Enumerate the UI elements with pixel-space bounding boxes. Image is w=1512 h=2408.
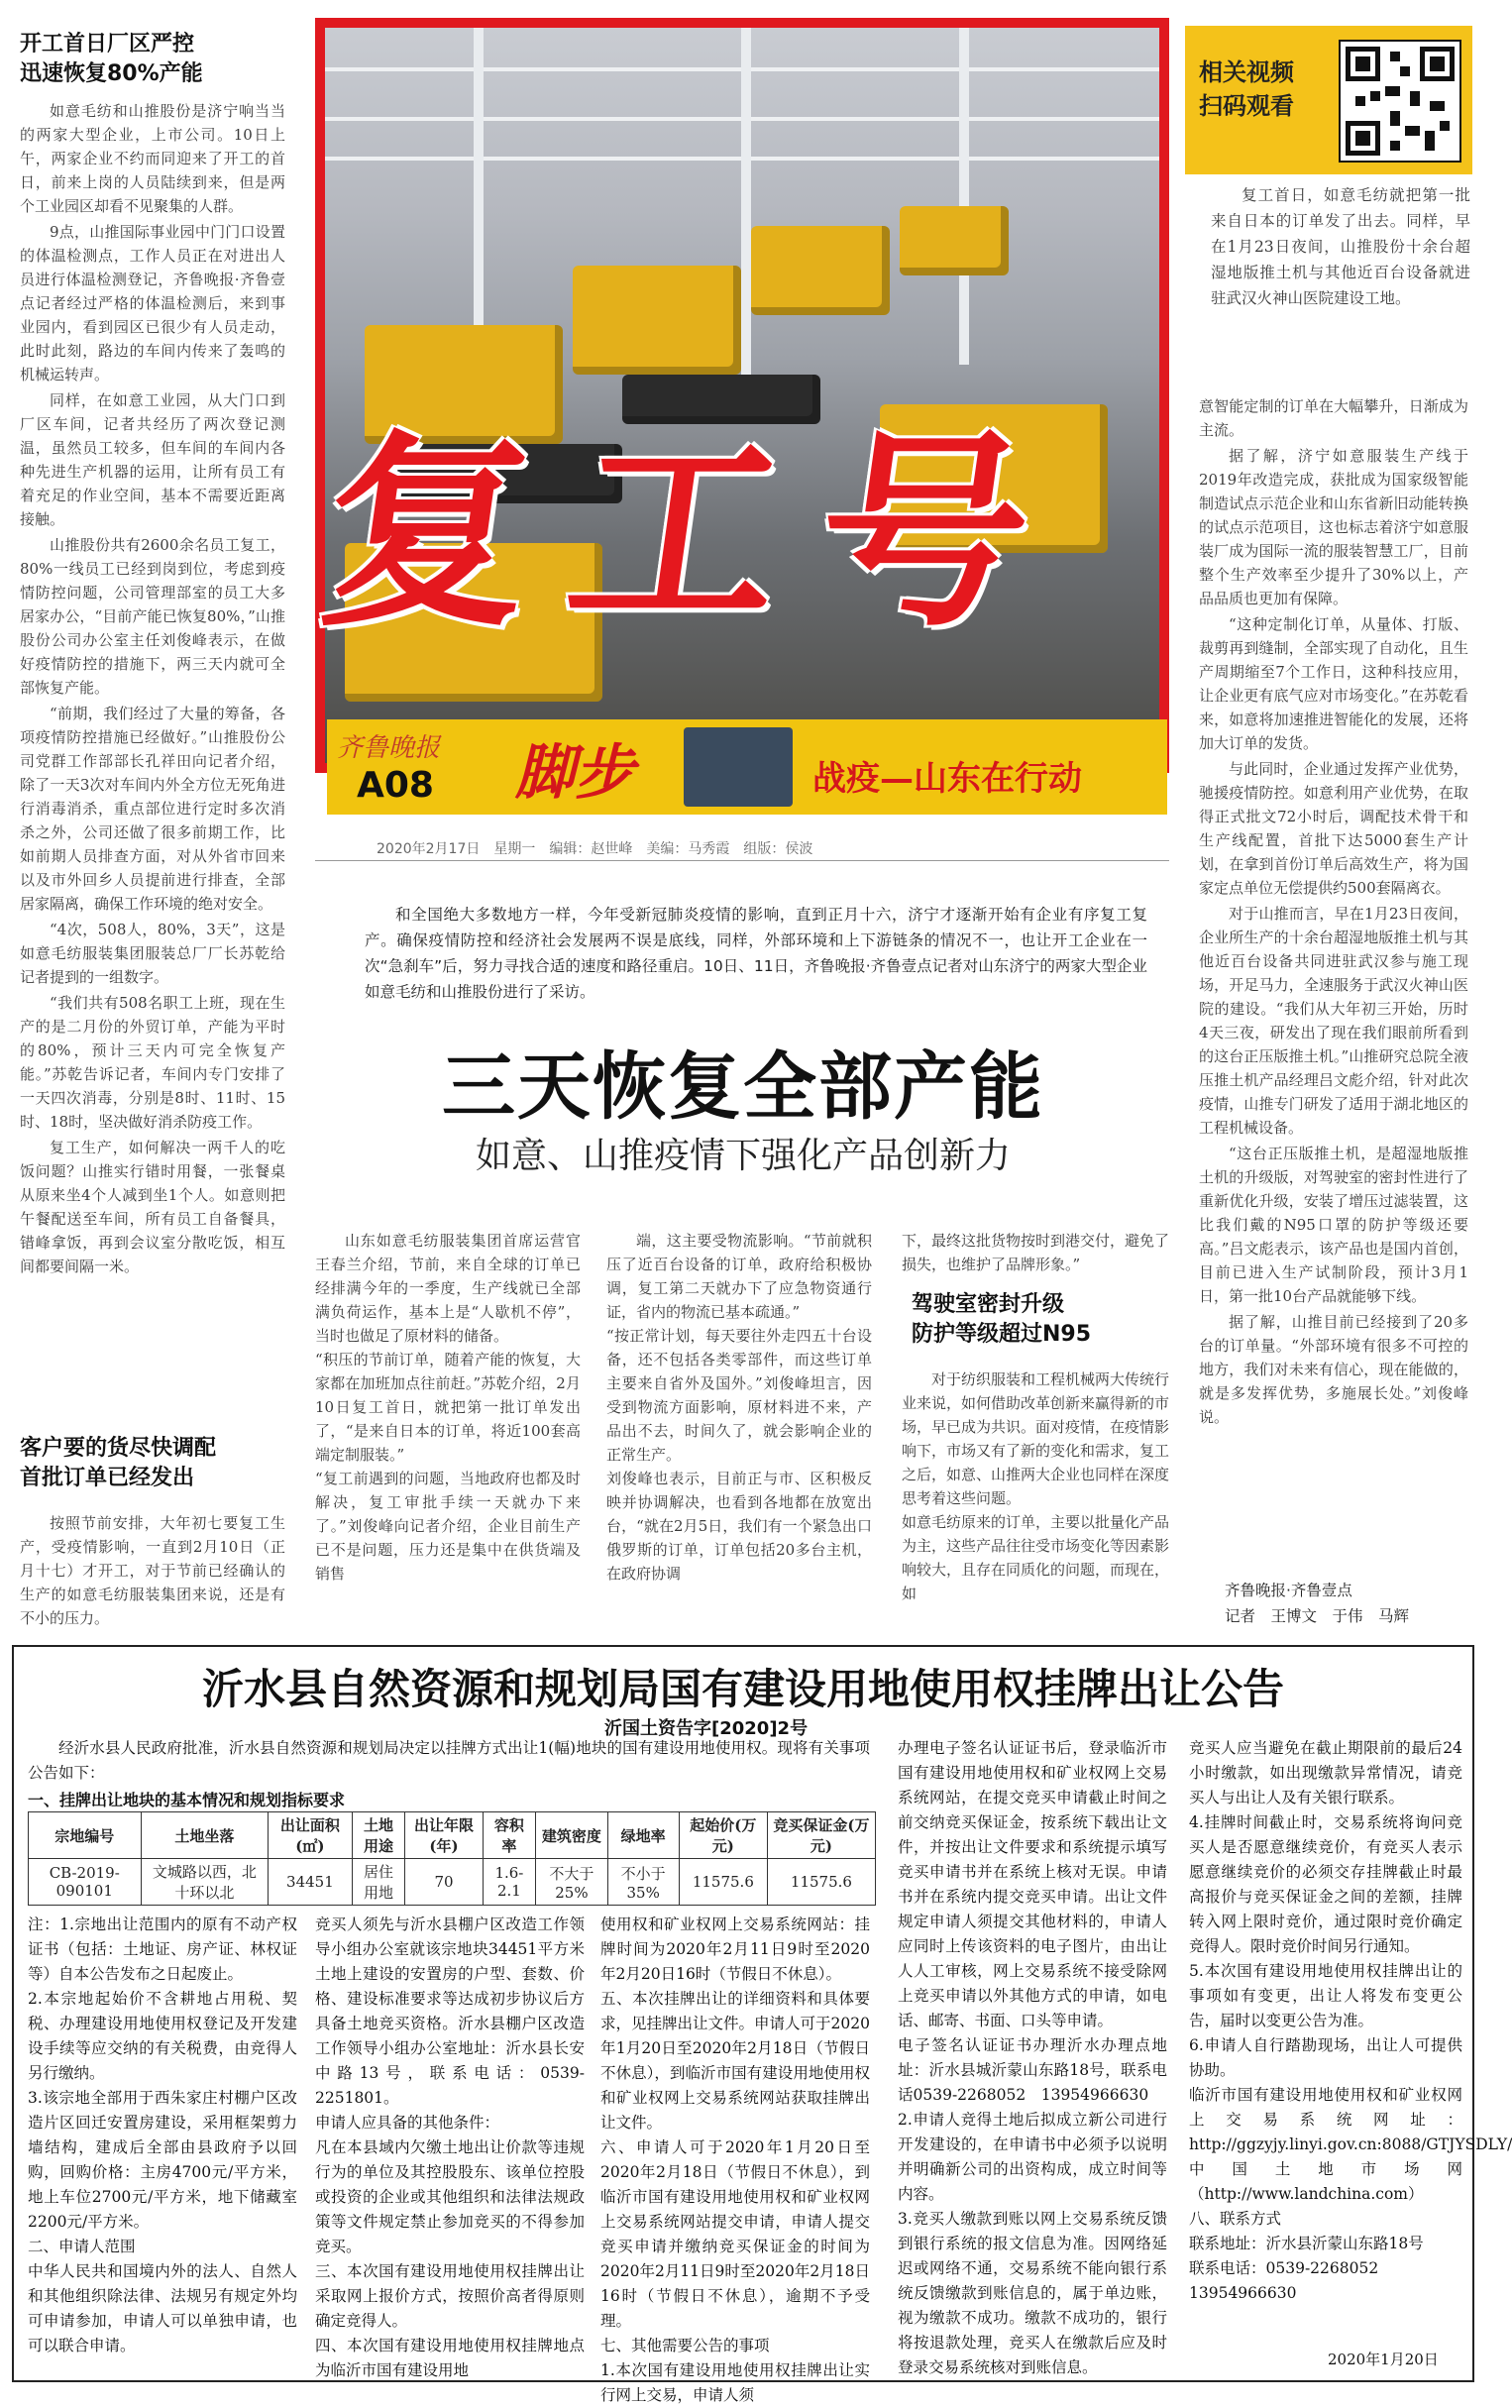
right-article-column xyxy=(1199,394,1468,1576)
table-header: 出让年限(年) xyxy=(405,1812,483,1859)
notice-column-2: 竞买人须先与沂水县棚户区改造工作领导小组办公室就该宗地块34451平方米土地上建设的安置房的户型、套数、价格、建设标准要求等达成初步协议后方具备土地竞买资格。沂水县棚户区改造工作领导小组办公室地址：沂水县长安中路13号，联系电话：0539-2251801。 申请人应具备的其他条件： 凡在本县域内欠缴土地出让价款等违规行为的单位及其控股股东、该单位控股或投资的企业或其他组织和法律法规政策等文件规定禁止参加竞买的不得参加竞买。 三、本次国有建设用地使用权挂牌出让采取网上报价方式，按照价高者得原则确定竞得人。 四、本次国有建设用地使用权挂牌地点为临沂市国有建设用地 xyxy=(315,1915,585,2379)
paragraph: 复工生产，如何解决一两千人的吃饭问题？山推实行错时用餐，一张餐桌从原来坐4个人减到坐1个人。如意则把午餐配送至车间，所有员工自备餐具，错峰拿饭，再到会议室分散吃饭，相互间都要间隔一米。 xyxy=(20,1139,285,1275)
notice-column-4: 办理电子签名认证证书后，登录临沂市国有建设用地使用权和矿业权网上交易系统网站，在提交竞买申请截止时间之前交纳竞买保证金，按系统下载出让文件，并按出让文件要求和系统提示填写竞买申请书并在系统上核对无误。申请书并在系统内提交竞买申请。出让文件规定申请人须提交其他材料的，申请人应同时上传该资料的电子图片，由出让人人工审核，网上交易系统不接受除网上竞买申请以外其他方式的申请，如电话、邮寄、书面、口头等申请。 电子签名认证证书办理沂水办理点地址：沂水县城沂蒙山东路18号，联系电话0539-2268052 13954966630 2.申请人竞得土地后拟成立新公司进行开发建设的，在申请书中必须予以说明并明确新公司的出资构成，成立时间等内容。 3.竞买人缴款到账以网上交易系统反馈到银行系统的报文信息为准。因网络延迟或网络不通，交易系统不能向银行系统反馈缴款到账信息的，属于单边账，视为缴款不成功。缴款不成功的，银行将按退款处理，竞买人在缴款后应及时登录交易系统核对到账信息。 xyxy=(898,1739,1167,2376)
table-header-row xyxy=(29,1812,876,1859)
notice-doc-number: 沂国土资告字[2020]2号 xyxy=(604,1718,809,1739)
page-banner xyxy=(327,719,1167,815)
table-header: 土地用途 xyxy=(352,1812,405,1859)
table-header: 竞买保证金(万元) xyxy=(767,1812,875,1859)
notice-section-1: 一、挂牌出让地块的基本情况和规划指标要求 xyxy=(28,1791,346,1809)
notice-title: 沂水县自然资源和规划局国有建设用地使用权挂牌出让公告 xyxy=(201,1665,1284,1713)
table-header: 建筑密度 xyxy=(536,1812,607,1859)
table-cell: 11575.6 xyxy=(767,1859,875,1906)
paragraph: “4次，508人，80%，3天”，这是如意毛纺服装集团服装总厂厂长苏乾给记者提到的一组数字。 xyxy=(20,921,285,986)
doctor-photo xyxy=(684,727,793,807)
main-title: 三天恢复全部产能 xyxy=(442,1044,1044,1130)
mid-column-3-top: 下，最终这批货物按时到港交付，避免了损失，也维护了品牌形象。” xyxy=(902,1232,1170,1273)
paragraph: 同样，在如意工业园，从大门口到厂区车间，记者共经历了两次登记测温，虽然员工较多，但车间的车间内各种先进生产机器的运用，让所有员工有着充足的作业空间，基本不需要近距离接触。 xyxy=(20,391,285,528)
notice-intro: 经沂水县人民政府批准，沂水县自然资源和规划局决定以挂牌方式出让1(幅)地块的国有建设用地使用权。现将有关事项公告如下： xyxy=(28,1739,870,1782)
paragraph: 据了解，济宁如意服装生产线于2019年改造完成，获批成为国家级智能制造试点示范企业和山东省新旧动能转换的试点示范项目，这也标志着济宁如意服装厂成为国际一流的服装智慧工厂，目前整个生产效率至少提升了30%以上，产品品质也更加有保障。 xyxy=(1199,447,1468,607)
qr-code-icon[interactable] xyxy=(1339,40,1461,163)
table-cell: 34451 xyxy=(269,1859,352,1906)
paragraph: “这种定制化订单，从量体、打版、裁剪再到缝制，全部实现了自动化，且生产周期缩至7个工作日，这种科技应用，让企业更有底气应对市场变化。”在苏乾看来，如意将加速推进智能化的发展，还将加大订单的发货。 xyxy=(1199,615,1468,752)
paragraph: 据了解，山推目前已经接到了20多台的订单量。“外部环境有很多不可控的地方，我们对未来有信心，现在能做的，就是多发挥优势，多施展长处。”刘俊峰说。 xyxy=(1199,1313,1468,1426)
land-parcel-table xyxy=(28,1811,876,1906)
left-headline-2: 客户要的货尽快调配 首批订单已经发出 xyxy=(20,1436,217,1490)
mid-column-1: 山东如意毛纺服装集团首席运营官王春兰介绍，节前，来自全球的订单已经排满今年的一季度，生产线就已全部满负荷运作，基本上是“人歇机不停”，当时也做足了原材料的储备。 “积压的节前订单，随着产能的恢复，大家都在加班加点往前赶。”苏乾介绍，2月10日复工首日，就把第一批订单发出了，“是来自日本的订单，将近100套高端定制服装。” “复工前遇到的问题，当地政府也都及时解决，复工审批手续一天就办下来了。”刘俊峰向记者介绍，企业目前生产已不是问题，压力还是集中在供货端及销售 xyxy=(315,1232,581,1583)
table-header: 宗地编号 xyxy=(29,1812,142,1859)
table-cell: 文城路以西，北十环以北 xyxy=(141,1859,269,1906)
table-header: 起始价(万元) xyxy=(679,1812,767,1859)
table-cell: CB-2019-090101 xyxy=(29,1859,142,1906)
table-cell: 不大于25% xyxy=(536,1859,607,1906)
table-cell: 1.6-2.1 xyxy=(483,1859,536,1906)
paragraph: 按照节前安排，大年初七要复工生产，受疫情影响，一直到2月10日（正月十七）才开工，对于节前已经确认的生产的如意毛纺服装集团来说，还是有不小的压力。 xyxy=(20,1514,285,1627)
paragraph: “前期，我们经过了大量的筹备，各项疫情防控措施已经做好。”山推股份公司党群工作部部长孔祥田向记者介绍，除了一天3次对车间内外全方位无死角进行消毒消杀，重点部位进行定时多次消杀之外，公司还做了很多前期工作，比如前期人员排查方面，对从外省市回来以及市外回乡人员提前进行排查，全部居家隔离，确保工作环境的绝对安全。 xyxy=(20,705,285,913)
byline: 齐鲁晚报·齐鲁壹点 记者 王博文 于伟 马辉 xyxy=(1225,1582,1410,1625)
page-number: A08 xyxy=(357,765,434,806)
table-cell: 不小于35% xyxy=(607,1859,679,1906)
paragraph: 意智能定制的订单在大幅攀升，日渐成为主流。 xyxy=(1199,397,1468,439)
paragraph: 9点，山推国际事业园中门门口设置的体温检测点，工作人员正在对进出人员进行体温检测登记，齐鲁晚报·齐鲁壹点记者经过严格的体温检测后，来到事业园内，看到园区已很少有人员走动，此时此刻，路边的车间内传来了轰鸣的机械运转声。 xyxy=(20,223,285,383)
mid-column-3-bottom: 对于纺织服装和工程机械两大传统行业来说，如何借助改革创新来赢得新的市场，早已成为共识。面对疫情，在疫情影响下，市场又有了新的变化和需求，复工之后，如意、山推两大企业也同样在深度思考着这些问题。 如意毛纺原来的订单，主要以批量化产品为主，这些产品往往受市场变化等因素影响较大，且存在同质化的问题，而现在，如 xyxy=(902,1370,1170,1602)
paragraph: “我们共有508名职工上班，现在生产的是二月份的外贸订单，产能为平时的80%，预计三天内可完全恢复产能。”苏乾告诉记者，车间内专门安排了一天四次消毒，分别是8时、11时、15时、18时，坚决做好消杀防疫工作。 xyxy=(20,994,285,1131)
table-cell: 11575.6 xyxy=(679,1859,767,1906)
mid-column-2: 端，这主要受物流影响。“节前就积压了近百台设备的订单，政府给积极协调，复工第二天就办下了应急物资通行证，省内的物流已基本疏通。” “按正常计划，每天要往外走四五十台设备，还不包括各类零部件，而这些订单主要来自省外及国外。”刘俊峰坦言，因受到物流方面影响，原材料进不来，产品出不去，时间久了，就会影响企业的正常生产。 刘俊峰也表示，目前正与市、区积极反映并协调解决，也看到各地都在放宽出台，“就在2月5日，我们有一个紧急出口俄罗斯的订单，订单包括20多台主机，在政府协调 xyxy=(606,1232,872,1583)
edition-line: 2020年2月17日 星期一 编辑：赵世峰 美编：马秀霞 组版：侯波 xyxy=(377,841,813,857)
left-article-column xyxy=(20,99,285,1432)
qr-label: 相关视频 扫码观看 xyxy=(1199,58,1294,120)
lead-paragraph: 和全国绝大多数地方一样，今年受新冠肺炎疫情的影响，直到正月十六，济宁才逐渐开始有企业有序复工复产。确保疫情防控和经济社会发展两不误是底线，同样，外部环境和上下游链条的情况不一，也让开工企业在一次“急刹车”后，努力寻找合适的速度和路径重启。10日、11日，齐鲁晚报·齐鲁壹点记者对山东济宁的两家大型企业如意毛纺和山推股份进行了采访。 xyxy=(365,906,1147,1001)
mid-subhead: 驾驶室密封升级 防护等级超过N95 xyxy=(912,1292,1092,1347)
table-header: 土地坐落 xyxy=(141,1812,269,1859)
paragraph: “这台正压版推土机，是超湿地版推土机的升级版，对驾驶室的密封性进行了重新优化升级，安装了增压过滤装置，这比我们戴的N95口罩的防护等级还要高。”吕文彪表示，该产品也是国内首创，目前已进入生产试制阶段，预计3月1日，第一批10台产品就能够下线。 xyxy=(1199,1145,1468,1305)
photo-caption xyxy=(1211,182,1470,351)
notice-column-5: 竞买人应当避免在截止期限前的最后24小时缴款，如出现缴款异常情况，请竞买人与出让人及有关银行联系。 4.挂牌时间截止时，交易系统将询问竞买人是否愿意继续竞价，有竞买人表示愿意继续竞价的必须交存挂牌截止时最高报价与竞买保证金之间的差额，挂牌转入网上限时竞价，通过限时竞价确定竞得人。限时竞价时间另行通知。 5.本次国有建设用地使用权挂牌出让的事项如有变更，出让人将发布变更公告，届时以变更公告为准。 6.申请人自行踏勘现场，出让人可提供协助。 临沂市国有建设用地使用权和矿业权网上交易系统网址：http://ggzyjy.linyi.gov.cn:8088/GTJYSDLY/ 中国土地市场网（http://www.landchina.com） 八、联系方式 联系地址：沂水县沂蒙山东路18号 联系电话：0539-2268052 13954966630 xyxy=(1189,1739,1512,2302)
paper-name: 齐鲁晚报 xyxy=(337,733,441,763)
table-cell: 70 xyxy=(405,1859,483,1906)
notice-date: 2020年1月20日 xyxy=(1328,2351,1439,2368)
big-title: 复工号 xyxy=(307,410,1086,655)
notice-column-1: 注：1.宗地出让范围内的原有不动产权证书（包括：土地证、房产证、林权证等）自本公告发布之日起废止。 2.本宗地起始价不含耕地占用税、契税、办理建设用地使用权登记及开发建设手续等应交纳的有关税费，由竞得人另行缴纳。 3.该宗地全部用于西朱家庄村棚户区改造片区回迁安置房建设，采用框架剪力墙结构，建成后全部由县政府予以回购，回购价格：主房4700元/平方米，地上车位2700元/平方米，地下储藏室2200元/平方米。 二、申请人范围 中华人民共和国境内外的法人、自然人和其他组织除法律、法规另有规定外均可申请参加，申请人可以单独申请，也可以联合申请。 xyxy=(28,1915,297,2354)
table-header: 绿地率 xyxy=(607,1812,679,1859)
caption-text: 复工首日，如意毛纺就把第一批来自日本的订单发了出去。同样，早在1月23日夜间，山推股份十余台超湿地版推土机与其他近百台设备就进驻武汉火神山医院建设工地。 xyxy=(1211,186,1470,307)
paragraph: 对于山推而言，早在1月23日夜间，企业所生产的十余台超湿地版推土机与其他近百台设备共同进驻武汉参与施工现场，开足马力，全速服务于武汉火神山医院的建设。“我们从大年初三开始，历时4天三夜，研发出了现在我们眼前所看到的这台正压版推土机。”山推研究总院全液压推土机产品经理吕文彪介绍，针对此次疫情，山推专门研发了适用于湖北地区的工程机械设备。 xyxy=(1199,905,1468,1137)
table-cell: 居住用地 xyxy=(352,1859,405,1906)
table-header: 出让面积(㎡) xyxy=(269,1812,352,1859)
paragraph: 山推股份共有2600余名员工复工，80%一线员工已经到岗到位，考虑到疫情防控问题，公司管理部室的员工大多居家办公，“目前产能已恢复80%，”山推股份公司办公室主任刘俊峰表示，在做好疫情防控的措施下，两三天内就可全部恢复产能。 xyxy=(20,536,285,697)
main-subtitle: 如意、山推疫情下强化产品创新力 xyxy=(475,1136,1011,1176)
notice-column-3: 使用权和矿业权网上交易系统网站：挂牌时间为2020年2月11日9时至2020年2月20日16时（节假日不休息）。 五、本次挂牌出让的详细资料和具体要求，见挂牌出让文件。申请人可于2020年1月20日至2020年2月18日（节假日不休息），到临沂市国有建设用地使用权和矿业权网上交易系统网站获取挂牌出让文件。 六、申请人可于2020年1月20日至2020年2月18日（节假日不休息），到临沂市国有建设用地使用权和矿业权网上交易系统网站提交申请，申请人提交竞买申请并缴纳竞买保证金的时间为2020年2月11日9时至2020年2月18日16时（节假日不休息），逾期不予受理。 七、其他需要公告的事项 1.本次国有建设用地使用权挂牌出让实行网上交易，申请人须 xyxy=(600,1915,870,2404)
qr-panel xyxy=(1185,26,1472,174)
paragraph: 与此同时，企业通过发挥产业优势，驰援疫情防控。如意利用产业优势，在取得正式批文72小时后，调配技术骨干和生产线配置，首批下达5000套生产计划，在拿到首份订单后高效生产，将为国家定点单位无偿提供约500套隔离衣。 xyxy=(1199,760,1468,897)
left-headline-1: 开工首日厂区严控 迅速恢复80%产能 xyxy=(20,32,203,86)
table-header: 容积率 xyxy=(483,1812,536,1859)
paragraph: 如意毛纺和山推股份是济宁响当当的两家大型企业，上市公司。10日上午，两家企业不约而同迎来了开工的首日，前来上岗的人员陆续到来，但是两个工业园区却看不见聚集的人群。 xyxy=(20,102,285,215)
column-name: 脚步 xyxy=(515,738,634,808)
table-row xyxy=(29,1859,876,1906)
slogan: 战疫—山东在行动 xyxy=(812,759,1082,799)
left-article-column-2 xyxy=(20,1511,285,1650)
